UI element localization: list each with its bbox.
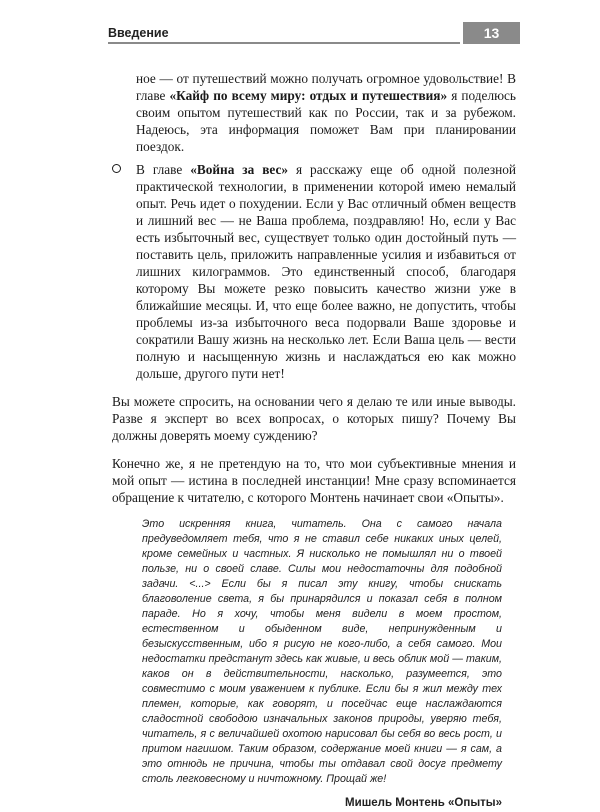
quote-attribution: Мишель Монтень «Опыты» — [345, 797, 502, 809]
chapter-reference: «Война за вес» — [190, 162, 289, 177]
page-body — [112, 70, 516, 812]
paragraph-text: я поделюсь своим опытом путешествий как по России, так и за рубежом. Надеюсь, эта информация поможет Вам при планировании поездок. — [136, 88, 516, 154]
page-header — [108, 24, 520, 48]
bullet-circle-icon — [112, 164, 121, 173]
section-title: Введение — [108, 26, 169, 40]
page-number: 13 — [463, 22, 520, 44]
paragraph-text: В главе — [136, 71, 517, 103]
chapter-reference: «Кайф по всему миру: отдых и путешествия» — [169, 88, 448, 103]
bullet-item-weight — [112, 161, 516, 382]
montaigne-quote: Это искренняя книга, читатель. Она с самого начала предуведомляет тебя, что я не ставил себе никаких иных целей, кроме семейных и частных. Я нисколько не помышлял ни о твоей пользе, ни о своей славе. Силы мои недостаточны для подобной задачи. <...> Если бы я писал эту книгу, чтобы снискать благоволение света, я бы принарядился и показал себя в полном параде. Но я хочу, чтобы меня видели в моем простом, естественном и обыденном виде, непринужденным и безыскусственным, ибо я рисую не кого-либо, а себя самого. Мои недостатки предстанут здесь как живые, и весь облик мой — таким, каков он в действительности, насколько, разумеется, это совместимо с моим уважением к публике. Если бы я жил между тех племен, которые, как говорят, и посейчас еще наслаждаются сладостной свободою изначальных законов природы, уверяю тебя, читатель, я с величайшей охотою нарисовал бы себя во весь рост, и притом нагишом. Таким образом, содержание моей книги — я сам, а это отнюдь не причина, чтобы ты отдавал свой досуг предмету столь легковесному и ничтожному. Прощай же! — [142, 518, 502, 785]
paragraph-question: Вы можете спросить, на основании чего я делаю те или иные выводы. Разве я эксперт во всех вопросах, о которых пишу? Почему Вы должны доверять моему суждению? — [112, 394, 516, 443]
header-rule — [108, 42, 460, 44]
paragraph-text: ное — от путешествий можно получать огромное удовольствие! — [136, 71, 504, 86]
paragraph-travel — [112, 70, 516, 155]
paragraph-montaigne-intro: Конечно же, я не претендую на то, что мои субъективные мнения и мой опыт — истина в последней инстанции! Мне сразу вспоминается обращение к читателю, с которого Монтень начинает свои «Опыты». — [112, 456, 516, 505]
paragraph-text: В главе — [136, 162, 183, 177]
paragraph-text: я расскажу еще об одной полезной практической технологии, в применении которой имею немалый опыт. Речь идет о похудении. Если у Вас отличный обмен веществ и лишний вес — не Ваша проблема, поздравляю! Но, если у Вас есть избыточный вес, существует только один достойный путь — поставить цель, приложить направленные усилия и избавиться от лишних килограммов. Это единственный способ, благодаря которому Вы можете резко повысить качество жизни уже в ближайшие месяцы. И, что еще более важно, не допустить, чтобы проблемы из-за избыточного веса подорвали Ваше здоровье и сократили Вашу жизнь на несколько лет. Если Ваша цель — вести полную и насыщенную жизнь и наслаждаться ею как можно дольше, другого пути нет! — [136, 162, 516, 381]
